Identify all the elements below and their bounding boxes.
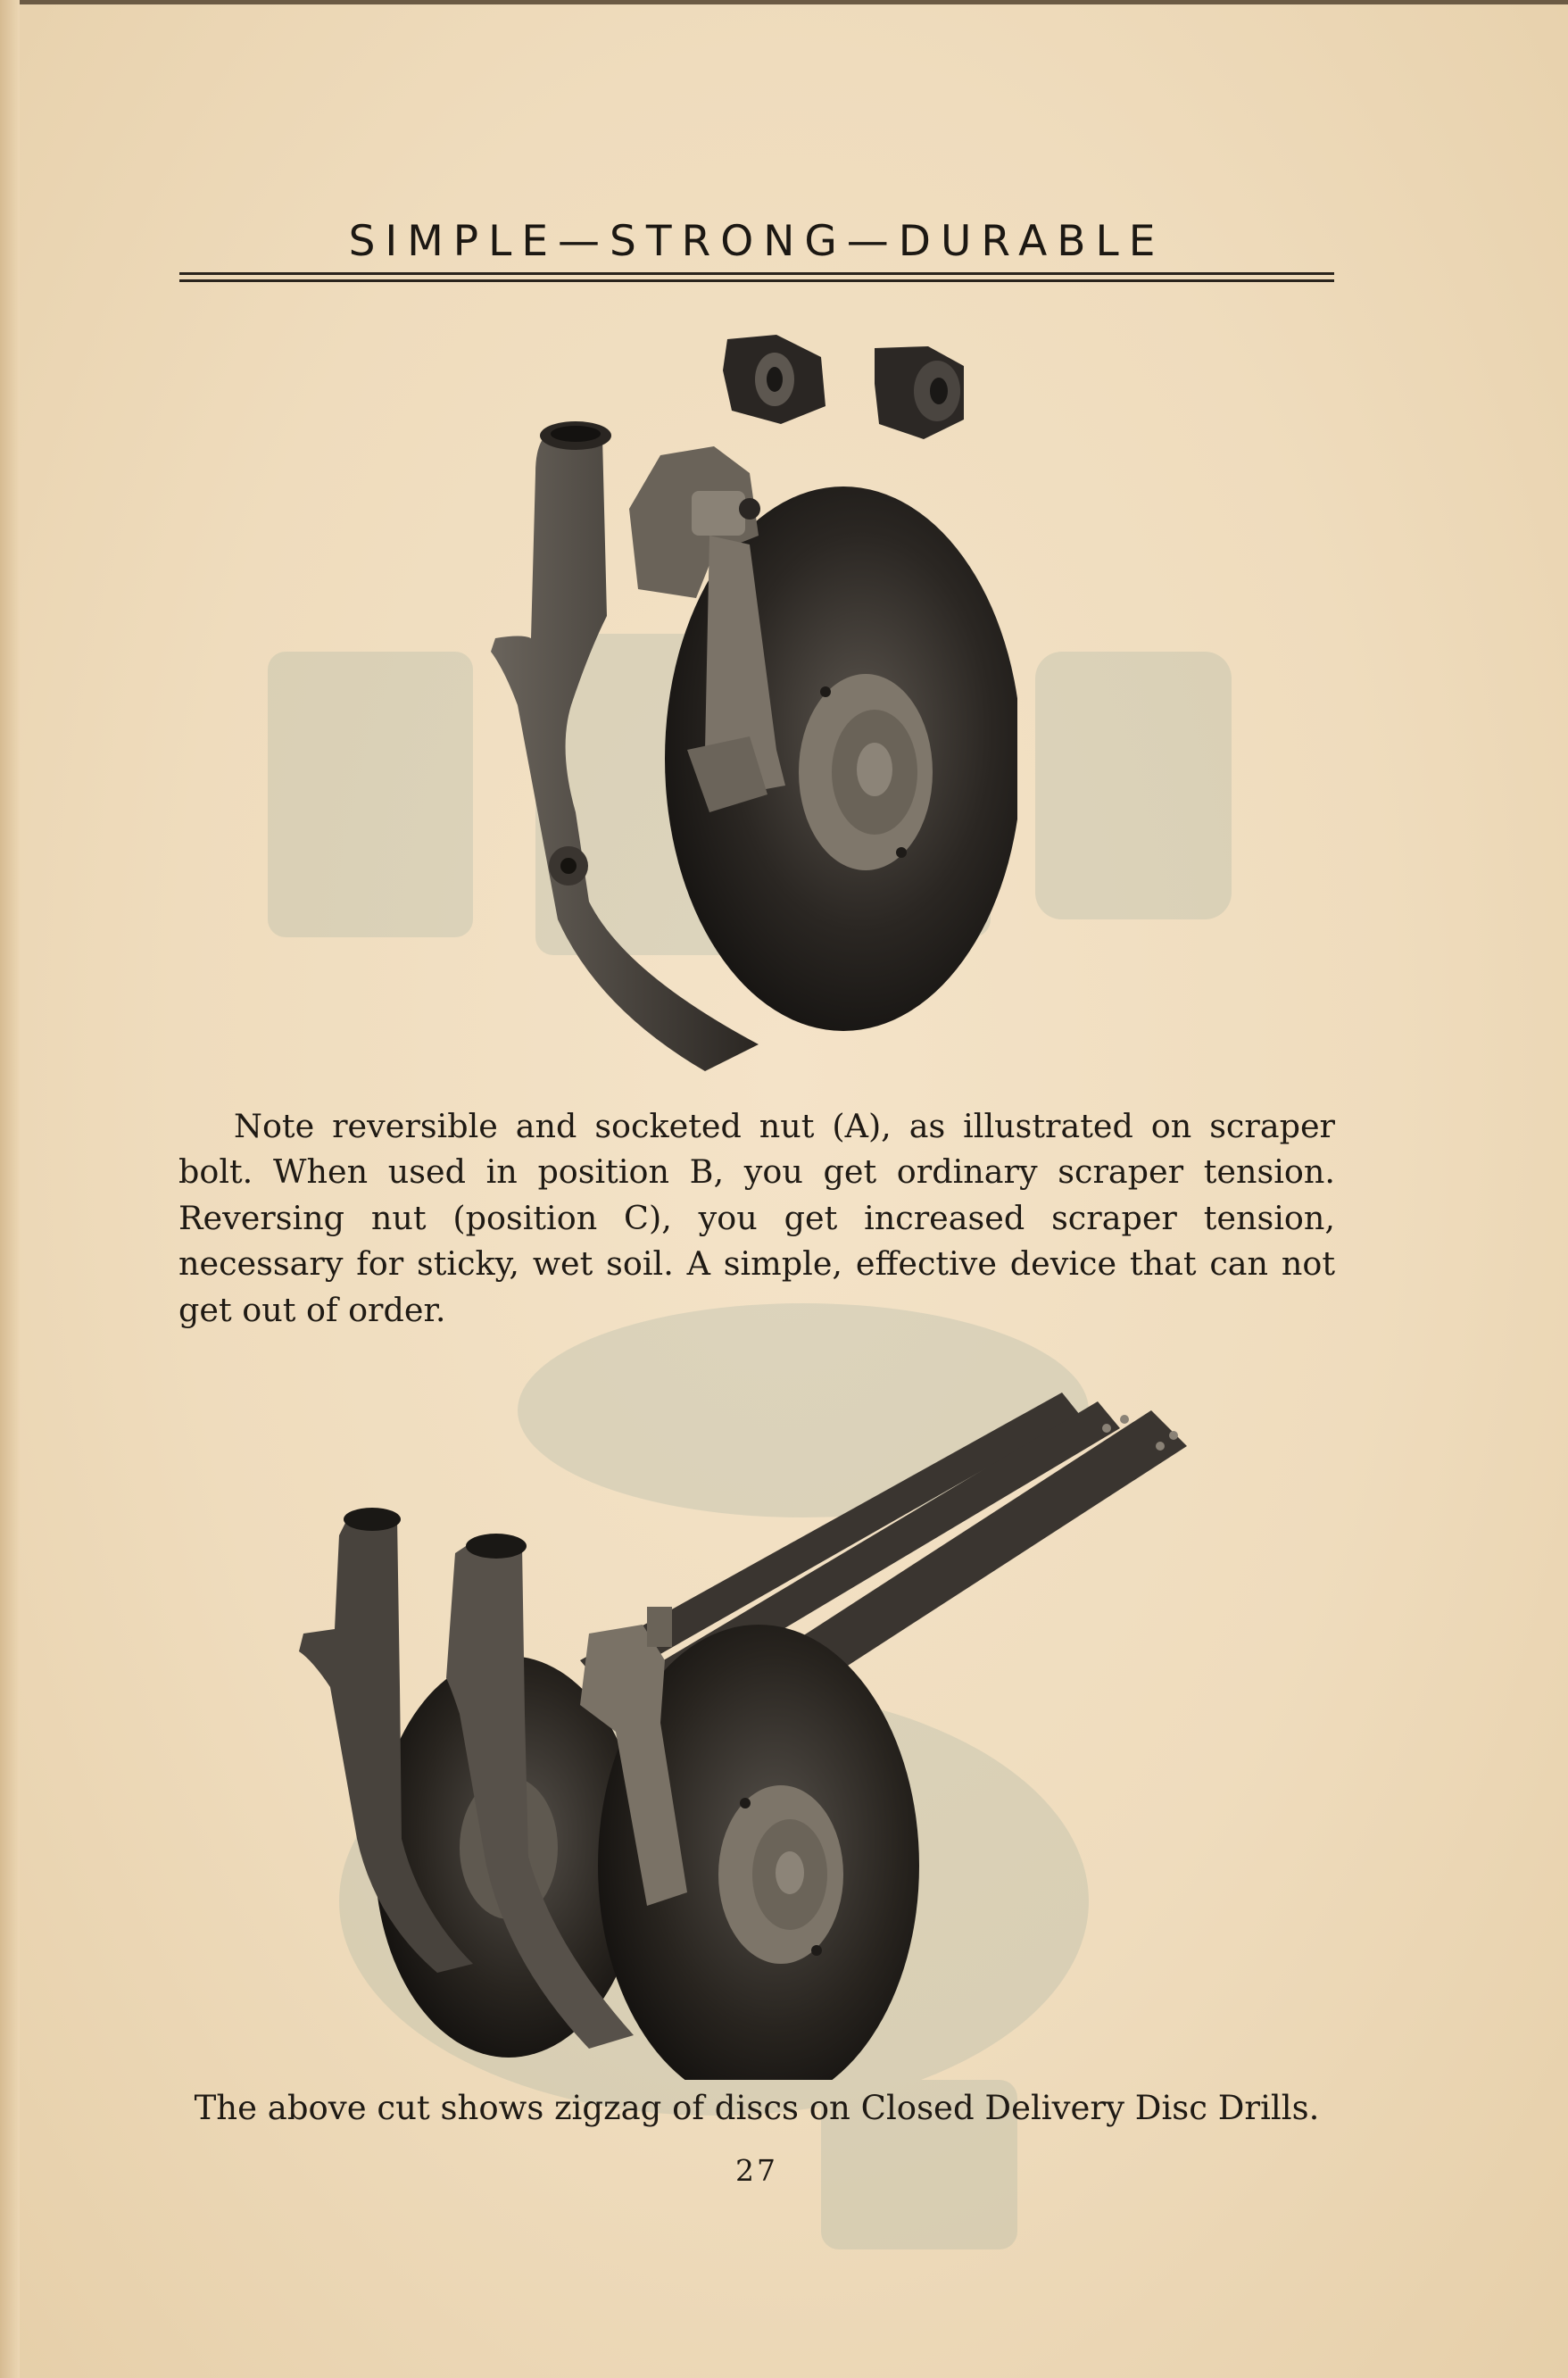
page-header-title: SIMPLE—STRONG—DURABLE — [348, 217, 1166, 266]
zigzag-disc-drill-figure — [295, 1393, 1214, 2080]
reversed-nut-c — [875, 346, 964, 439]
header-rule-bottom — [179, 279, 1334, 282]
socketed-nut-a — [723, 335, 825, 424]
body-paragraph-text: Note reversible and socketed nut (A), as illustrated on scraper bolt. When used in position B, you get ordinary scraper tension. Reversing nut (position C), you get increased scraper tension, necessary for sticky, wet soil. A simple, effective device that can not get out of order. — [178, 1106, 1335, 1329]
figure-caption: The above cut shows zigzag of discs on Closed Delivery Disc Drills. — [194, 2089, 1320, 2127]
top-edge — [0, 0, 1568, 4]
body-paragraph — [178, 1103, 1335, 1334]
page-number: 27 — [735, 2153, 778, 2188]
header-rule-top — [179, 272, 1334, 275]
single-disc-opener-figure — [482, 330, 1017, 1080]
page-spine — [0, 0, 20, 2378]
